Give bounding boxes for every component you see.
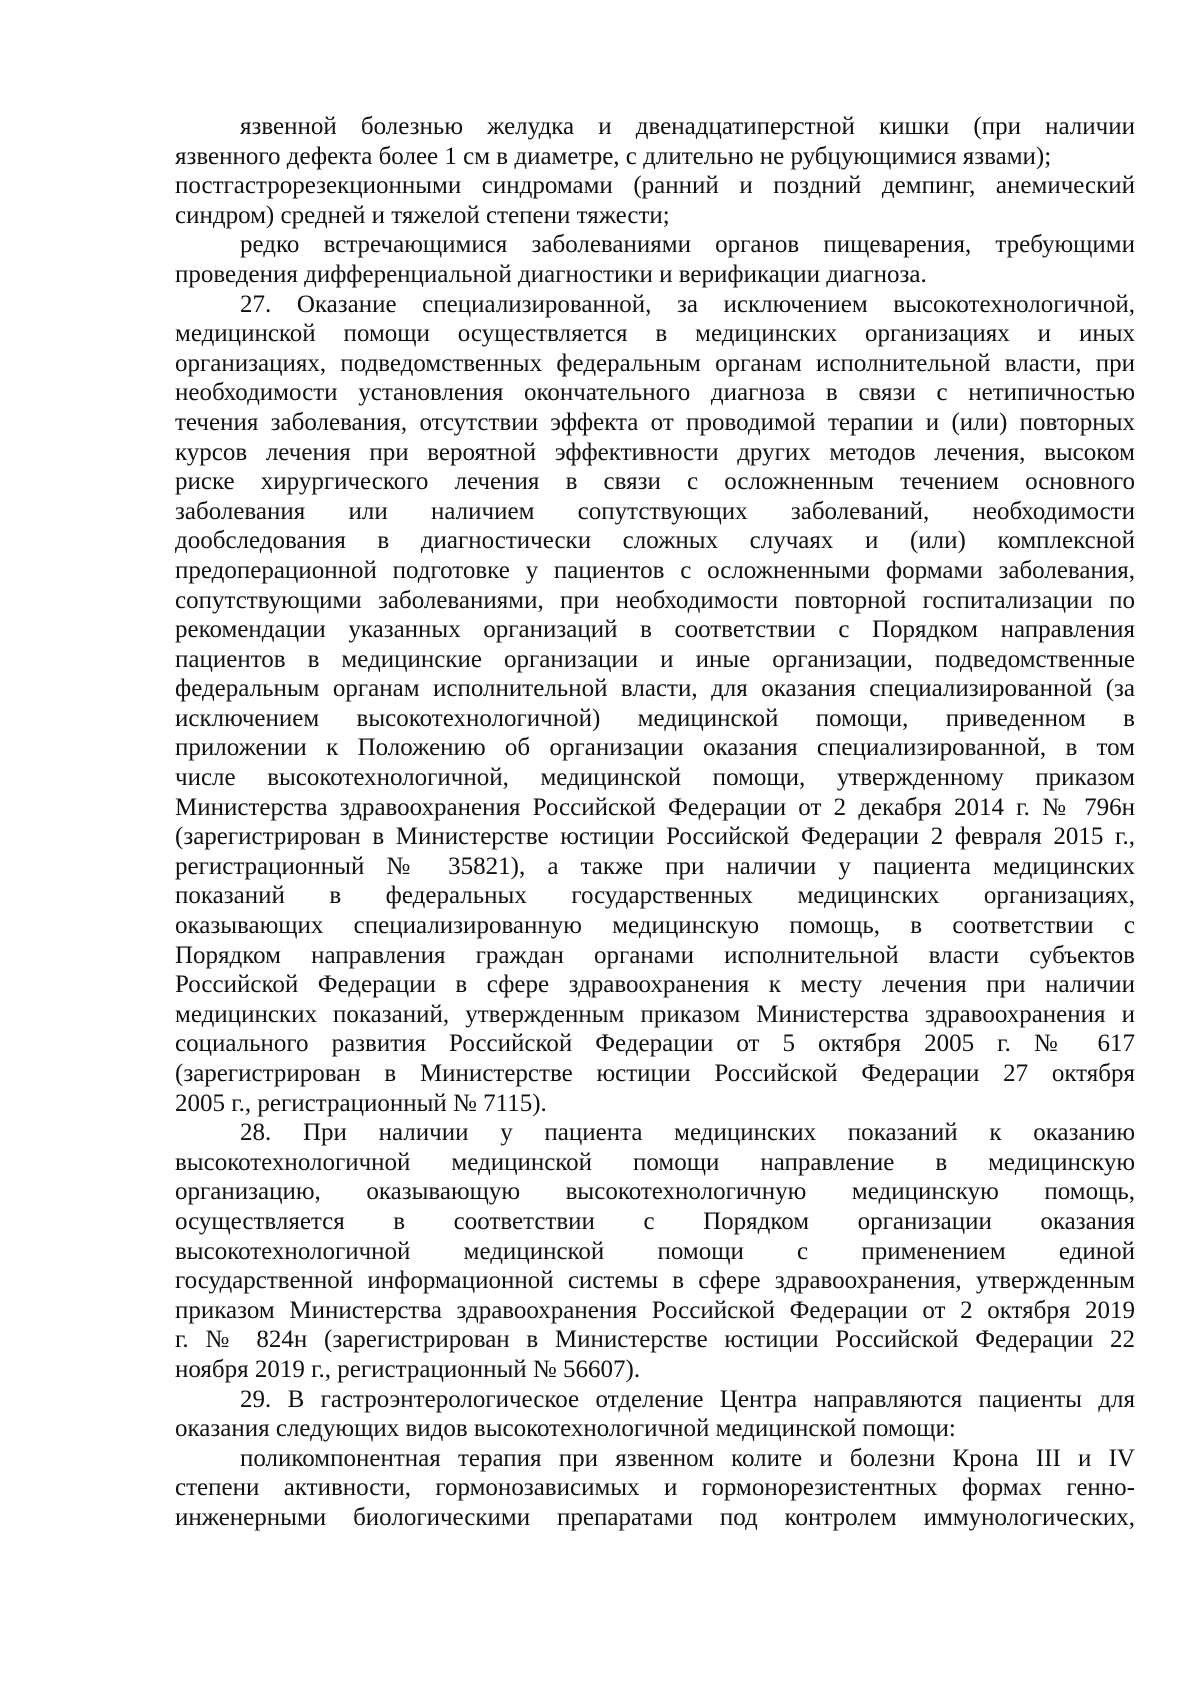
text-line: предоперационной подготовке у пациентов с осложненными формами заболевания,: [175, 556, 1135, 584]
text-line: государственной информационной системы в сфере здравоохранения, утвержденным: [175, 1267, 1135, 1295]
text-line: язвенной болезнью желудка и двенадцатиперстной кишки (при наличии: [240, 113, 1135, 140]
text-line: Министерства здравоохранения Российской Федерации от 2 декабря 2014 г. № 796н: [175, 793, 1135, 821]
text-line: заболевания или наличием сопутствующих заболеваний, необходимости: [175, 497, 1135, 525]
text-line: 27. Оказание специализированной, за исключением высокотехнологичной,: [240, 290, 1135, 318]
text-line: синдром) средней и тяжелой степени тяжести;: [175, 201, 670, 229]
text-line: (зарегистрирован в Министерстве юстиции Российской Федерации 27 октября: [175, 1060, 1135, 1087]
text-line: риске хирургического лечения в связи с осложненным течением основного: [175, 468, 1135, 496]
text-line: Порядком направления граждан органами исполнительной власти субъектов: [175, 941, 1135, 969]
text-line: осуществляется в соответствии с Порядком организации оказания: [175, 1207, 1135, 1235]
text-line: течения заболевания, отсутствии эффекта от проводимой терапии и (или) повторных: [175, 408, 1135, 436]
text-line: 2005 г., регистрационный № 7115).: [175, 1089, 547, 1117]
text-line: организациях, подведомственных федеральным органам исполнительной власти, при: [175, 349, 1135, 377]
text-line: степени активности, гормонозависимых и гормонорезистентных формах генно-: [175, 1474, 1135, 1502]
text-line: медицинской помощи осуществляется в медицинских организациях и иных: [175, 320, 1135, 348]
text-line: исключением высокотехнологичной) медицинской помощи, приведенном в: [175, 704, 1135, 732]
text-line: проведения дифференциальной диагностики и верификации диагноза.: [175, 260, 927, 288]
text-line: Российской Федерации в сфере здравоохранения к месту лечения при наличии: [175, 971, 1135, 999]
text-line: постгастрорезекционными синдромами (ранний и поздний демпинг, анемический: [175, 172, 1135, 200]
text-line: ноября 2019 г., регистрационный № 56607).: [175, 1355, 641, 1383]
text-line: дообследования в диагностически сложных случаях и (или) комплексной: [175, 527, 1135, 555]
text-line: рекомендации указанных организаций в соответствии с Порядком направления: [175, 616, 1135, 644]
text-line: регистрационный № 35821), а также при наличии у пациента медицинских: [175, 852, 1135, 880]
text-line: язвенного дефекта более 1 см в диаметре, с длительно не рубцующимися язвами);: [175, 142, 1052, 170]
text-line: высокотехнологичной медицинской помощи направление в медицинскую: [175, 1148, 1135, 1176]
text-line: инженерными биологическими препаратами под контролем иммунологических,: [175, 1503, 1135, 1531]
text-line: оказывающих специализированную медицинскую помощь, в соответствии с: [175, 912, 1135, 940]
text-line: необходимости установления окончательного диагноза в связи с нетипичностью: [175, 379, 1135, 407]
text-line: федеральным органам исполнительной власти, для оказания специализированной (за: [175, 675, 1135, 703]
text-line: 29. В гастроэнтерологическое отделение Центра направляются пациенты для: [240, 1385, 1135, 1413]
text-line: организацию, оказывающую высокотехнологичную медицинскую помощь,: [175, 1178, 1135, 1206]
text-line: показаний в федеральных государственных медицинских организациях,: [175, 882, 1135, 910]
text-line: поликомпонентная терапия при язвенном колите и болезни Крона III и IV: [240, 1444, 1135, 1472]
text-line: высокотехнологичной медицинской помощи с применением единой: [175, 1237, 1135, 1265]
text-line: социального развития Российской Федерации от 5 октября 2005 г. № 617: [175, 1030, 1135, 1058]
text-line: 28. При наличии у пациента медицинских показаний к оказанию: [240, 1119, 1135, 1147]
text-line: приложении к Положению об организации оказания специализированной, в том: [175, 734, 1135, 762]
text-line: оказания следующих видов высокотехнологичной медицинской помощи:: [175, 1415, 956, 1443]
text-line: медицинских показаний, утвержденным приказом Министерства здравоохранения и: [175, 1000, 1135, 1028]
text-line: (зарегистрирован в Министерстве юстиции Российской Федерации 2 февраля 2015 г.,: [175, 823, 1135, 851]
text-line: пациентов в медицинские организации и иные организации, подведомственные: [175, 645, 1135, 673]
document-body: [175, 112, 1135, 1533]
text-line: приказом Министерства здравоохранения Российской Федерации от 2 октября 2019: [175, 1296, 1135, 1324]
text-line: числе высокотехнологичной, медицинской помощи, утвержденному приказом: [175, 764, 1135, 792]
text-line: сопутствующими заболеваниями, при необходимости повторной госпитализации по: [175, 586, 1135, 614]
text-line: редко встречающимися заболеваниями органов пищеварения, требующими: [240, 231, 1135, 259]
text-line: курсов лечения при вероятной эффективности других методов лечения, высоком: [175, 438, 1135, 466]
text-line: г. № 824н (зарегистрирован в Министерстве юстиции Российской Федерации 22: [175, 1326, 1135, 1354]
